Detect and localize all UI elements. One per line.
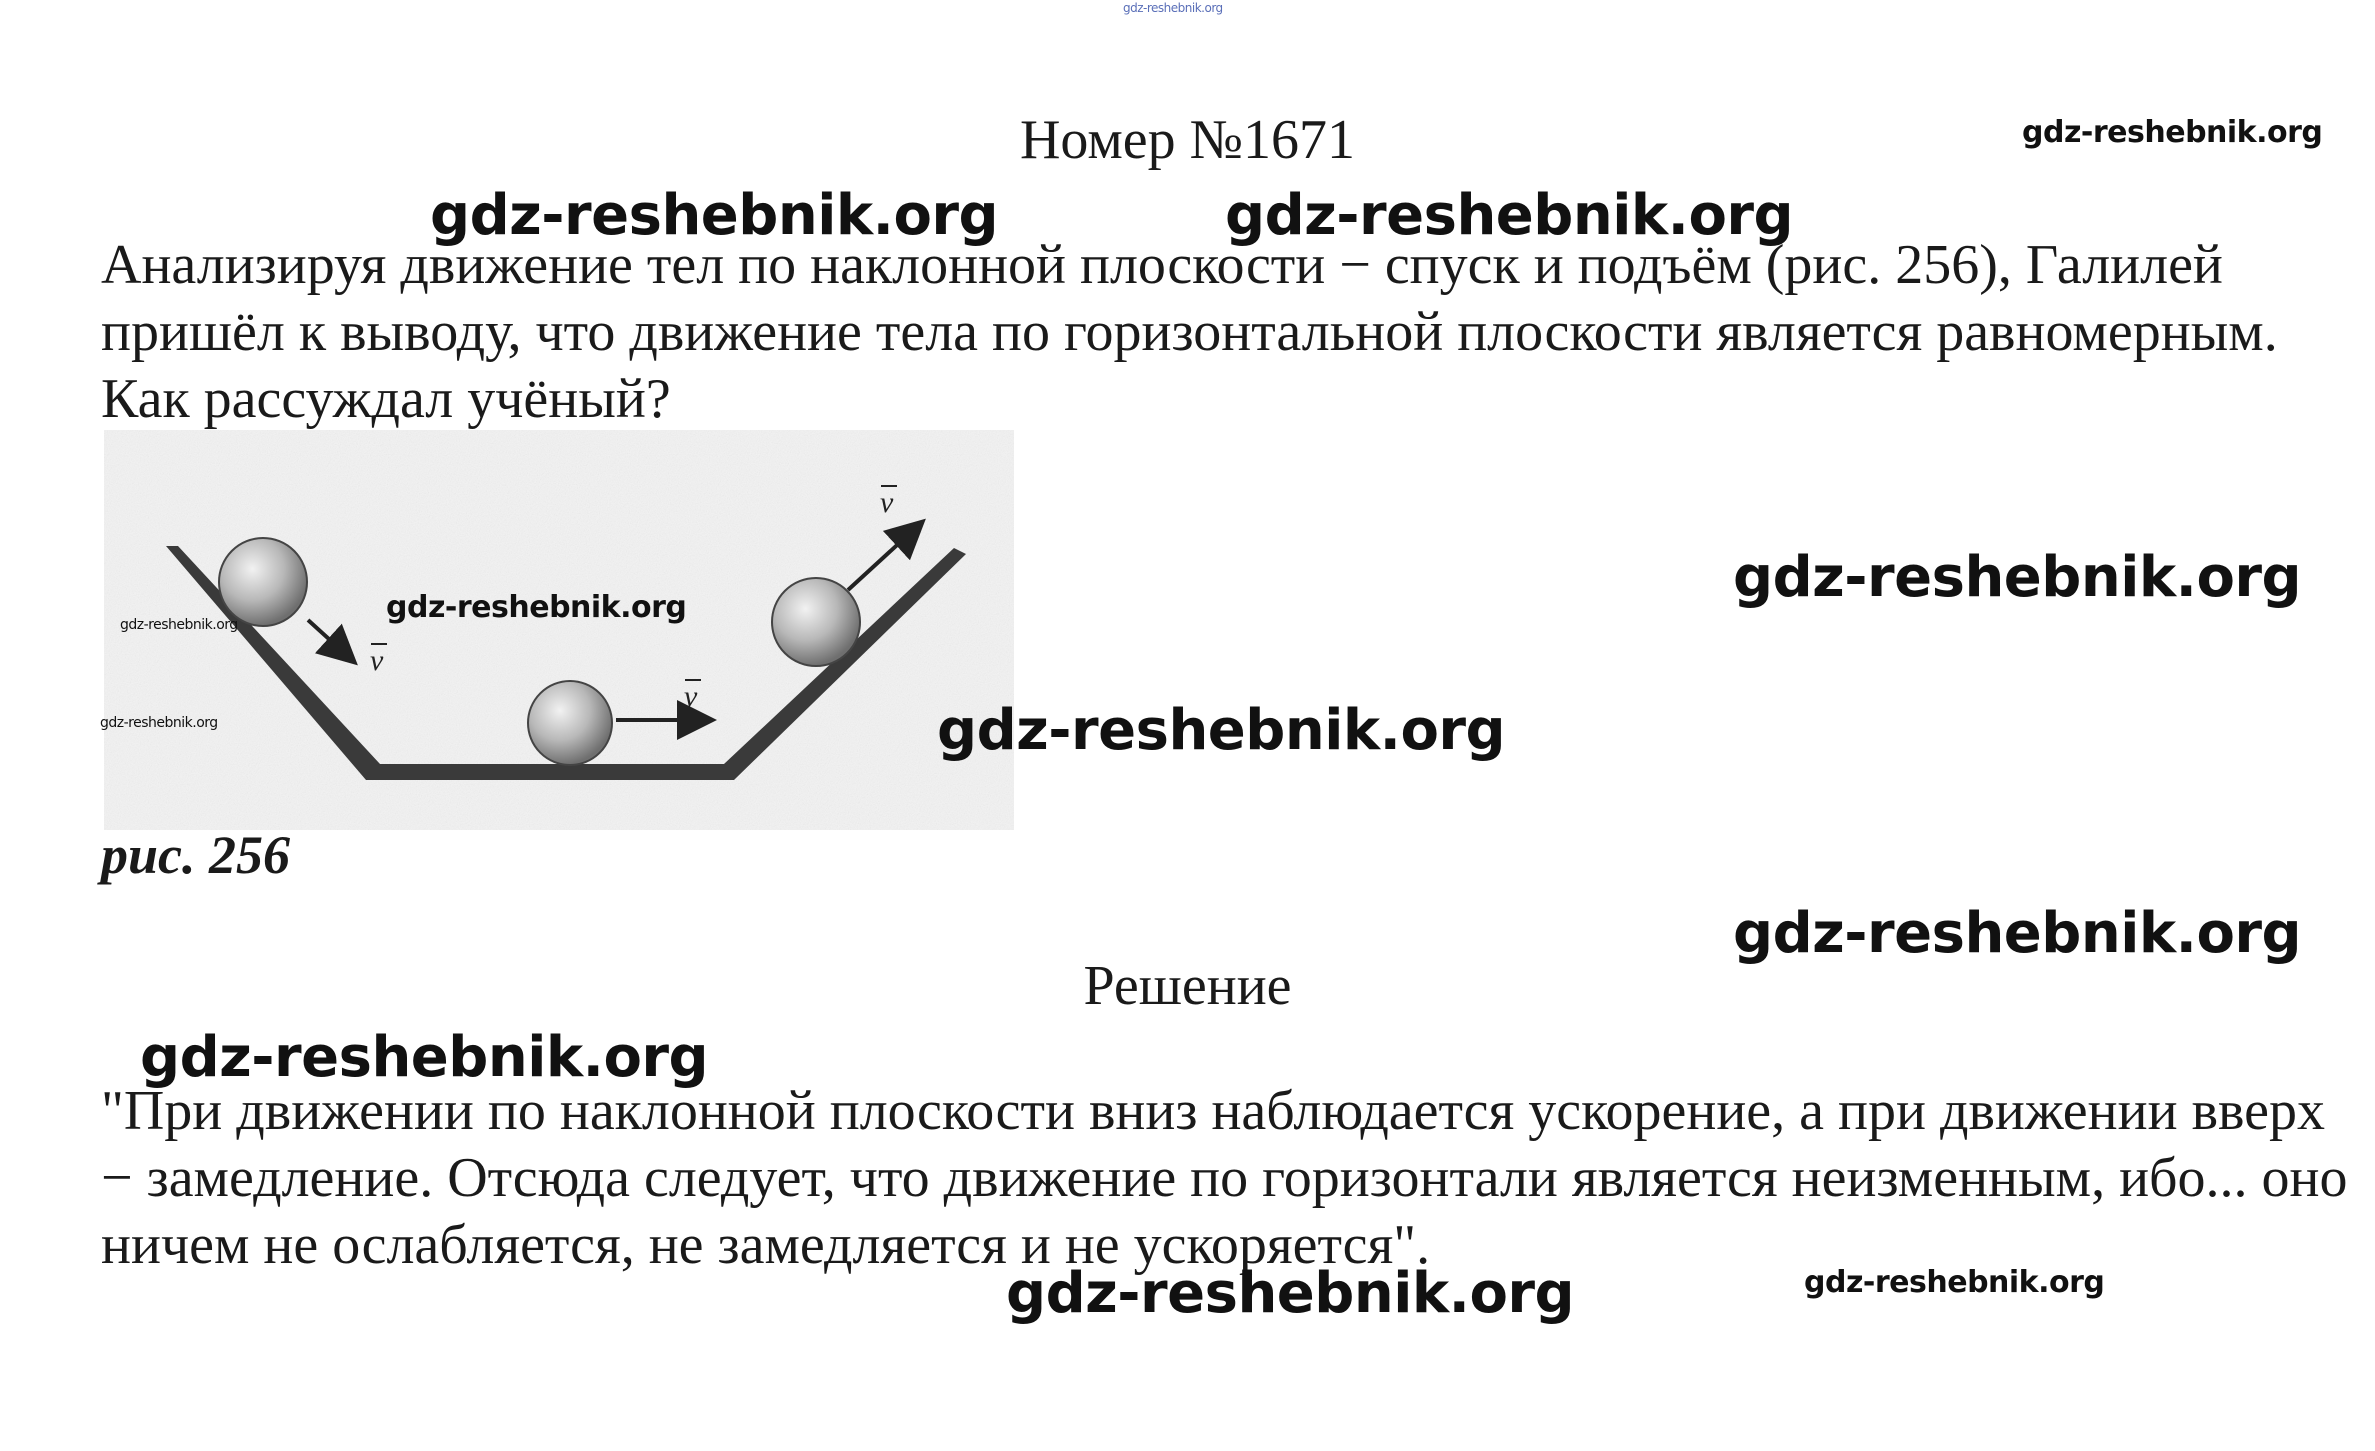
watermark: gdz-reshebnik.org xyxy=(1225,183,1794,248)
watermark: gdz-reshebnik.org xyxy=(2022,115,2323,150)
solution-title: Решение xyxy=(1083,955,1292,1017)
watermark: gdz-reshebnik.org xyxy=(1006,1261,1575,1326)
inclined-plane-illustration xyxy=(104,430,1014,830)
vector-label-right: v xyxy=(880,486,894,519)
watermark: gdz-reshebnik.org xyxy=(386,590,687,625)
ball-bottom xyxy=(528,681,612,765)
watermark: gdz-reshebnik.org xyxy=(100,715,218,731)
watermark: gdz-reshebnik.org xyxy=(1733,545,2302,610)
figure-caption: рис. 256 xyxy=(101,825,290,885)
figure-inclined-plane xyxy=(104,430,1014,830)
watermark: gdz-reshebnik.org xyxy=(937,698,1506,763)
watermark: gdz-reshebnik.org xyxy=(1733,901,2302,966)
task-text: Анализируя движение тел по наклонной плоскости − спуск и подъём (рис. 256), Галилей пришёл к выводу, что движение тела по горизонтальной плоскости является равномерным. Как рассуждал учёный? xyxy=(101,234,2278,430)
vector-label-bottom: v xyxy=(684,680,698,713)
vector-label-left: v xyxy=(370,644,384,677)
watermark: gdz-reshebnik.org xyxy=(1804,1265,2105,1300)
top-watermark: gdz-reshebnik.org xyxy=(1123,1,1223,15)
watermark: gdz-reshebnik.org xyxy=(120,617,238,633)
ball-left xyxy=(219,538,307,626)
watermark: gdz-reshebnik.org xyxy=(430,183,999,248)
ball-right xyxy=(772,578,860,666)
page-title: Номер №1671 xyxy=(1019,109,1356,171)
solution-text: "При движении по наклонной плоскости вниз наблюдается ускорение, а при движении вверх − замедление. Отсюда следует, что движение по горизонтали является неизменным, ибо... оно ничем не ослабляется, не замедляется и не ускоряется". xyxy=(101,1080,2348,1276)
watermark: gdz-reshebnik.org xyxy=(140,1025,709,1090)
